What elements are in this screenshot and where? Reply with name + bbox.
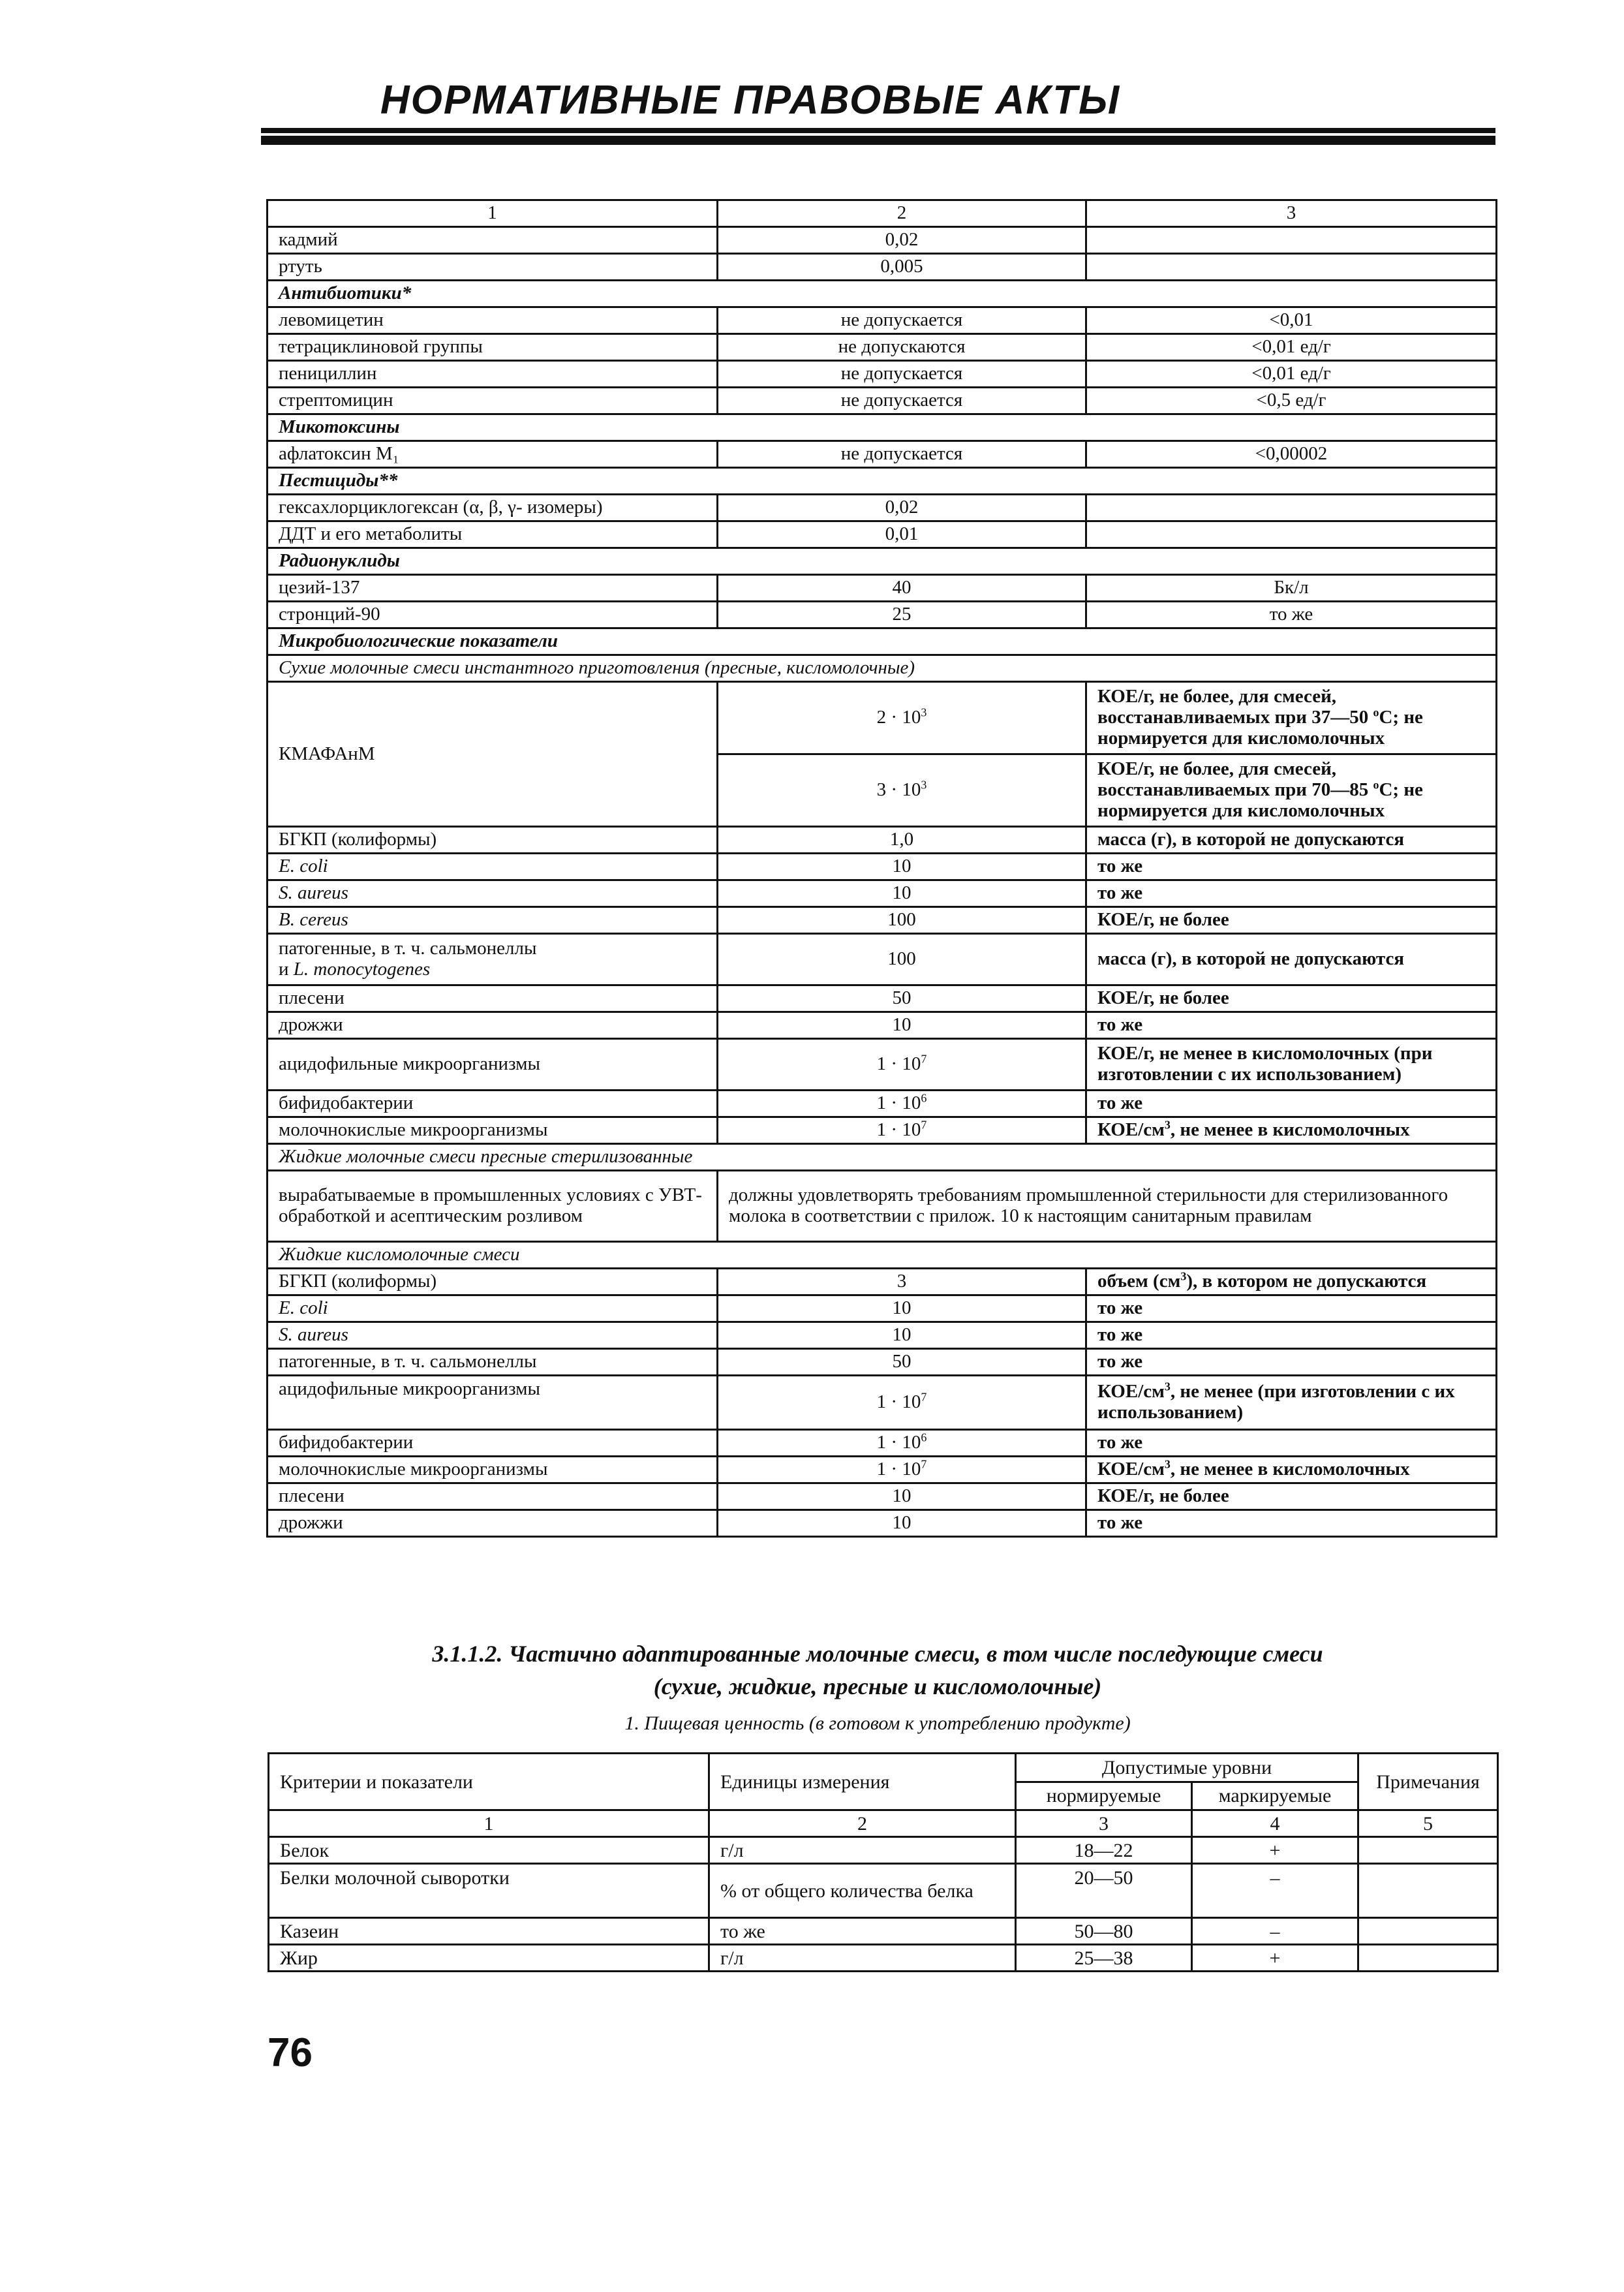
column-number: 3	[1086, 200, 1497, 227]
normed-cell: 25—38	[1016, 1945, 1192, 1972]
table-row	[268, 334, 1497, 361]
indicator-cell: цезий-137	[268, 575, 718, 602]
indicator-line	[279, 959, 706, 980]
table-row	[268, 227, 1497, 254]
table-row	[268, 827, 1497, 854]
column-number: 1	[268, 200, 718, 227]
indicator-text: L. monocytogenes	[293, 959, 431, 980]
value-exponent: 6	[921, 1091, 927, 1105]
column-number: 2	[718, 200, 1086, 227]
note-cell: КОЕ/г, не более	[1086, 985, 1497, 1012]
value-base: 3 · 10	[876, 779, 921, 801]
table-row	[269, 1864, 1498, 1918]
value-cell: 0,005	[718, 254, 1086, 281]
subsection-heading: Сухие молочные смеси инстантного приготовления (пресные, кисломолочные)	[268, 655, 1497, 682]
note-text: , не менее (при изготовлении с их использованием)	[1097, 1381, 1455, 1423]
table-row	[268, 495, 1497, 521]
header-cell: Примечания	[1358, 1754, 1498, 1810]
section-heading: Пестициды**	[268, 468, 1497, 495]
note-cell	[1086, 1457, 1497, 1483]
value-cell: 50	[718, 985, 1086, 1012]
table-row	[268, 1295, 1497, 1322]
indicator-cell: вырабатываемые в промышленных условиях с УВТ-обработкой и асептическим розливом	[268, 1171, 718, 1242]
indicator-cell: молочнокислые микроорганизмы	[268, 1457, 718, 1483]
value-cell	[718, 1039, 1086, 1091]
table-row	[268, 1091, 1497, 1117]
note-cell: Бк/л	[1086, 575, 1497, 602]
value-base: 2 · 10	[876, 707, 921, 728]
table-caption: 1. Пищевая ценность (в готовом к употреблению продукте)	[624, 1712, 1131, 1734]
indicator-cell: пенициллин	[268, 361, 718, 388]
value-cell	[718, 1430, 1086, 1457]
table-row	[269, 1945, 1498, 1972]
notes-cell	[1358, 1918, 1498, 1945]
table-row	[268, 1430, 1497, 1457]
nutrition-table	[268, 1752, 1499, 1972]
subsection-heading: Жидкие кисломолочные смеси	[268, 1242, 1497, 1269]
note-cell: КОЕ/г, не менее в кисломолочных (при изготовлении с их использованием)	[1086, 1039, 1497, 1091]
table-row	[269, 1810, 1498, 1837]
unit-exponent: 3	[1164, 1380, 1171, 1393]
note-cell	[1086, 1376, 1497, 1430]
table-row	[268, 602, 1497, 628]
table-row	[268, 441, 1497, 468]
note-text: , не менее в кисломолочных	[1170, 1459, 1410, 1480]
note-cell	[1086, 495, 1497, 521]
note-text: КОЕ/г, не более, для смесей, восстанавливаемых при 37—50	[1097, 686, 1373, 728]
value-base: 1 · 10	[876, 1432, 921, 1453]
marked-cell: +	[1192, 1945, 1358, 1972]
table-row	[268, 1117, 1497, 1144]
note-cell: то же	[1086, 1012, 1497, 1039]
value-cell	[718, 1117, 1086, 1144]
criteria-cell: Жир	[269, 1945, 709, 1972]
note-cell: масса (г), в которой не допускаются	[1086, 827, 1497, 854]
note-cell: то же	[1086, 854, 1497, 880]
normed-cell: 18—22	[1016, 1837, 1192, 1864]
unit-exponent: 3	[1180, 1269, 1187, 1283]
note-text: КОЕ/г, не более, для смесей, восстанавливаемых при 70—85	[1097, 758, 1373, 801]
indicator-cell: E. coli	[268, 1295, 718, 1322]
section-title-line: 3.1.1.2. Частично адаптированные молочные смеси, в том числе последующие смеси	[432, 1641, 1323, 1667]
indicator-cell: S. aureus	[268, 880, 718, 907]
hygiene-requirements-table	[266, 199, 1497, 1538]
section-heading: Радионуклиды	[268, 548, 1497, 575]
table-row	[268, 1242, 1497, 1269]
header-cell: Единицы измерения	[709, 1754, 1016, 1810]
value-cell: не допускается	[718, 441, 1086, 468]
column-number: 4	[1192, 1810, 1358, 1837]
table-row	[268, 548, 1497, 575]
note-text: КОЕ/см	[1097, 1381, 1165, 1402]
value-exponent: 3	[921, 778, 927, 792]
note-cell: <0,00002	[1086, 441, 1497, 468]
value-base: 1 · 10	[876, 1391, 921, 1413]
notes-cell	[1358, 1864, 1498, 1918]
value-exponent: 7	[921, 1118, 927, 1132]
note-cell: то же	[1086, 1091, 1497, 1117]
note-text: С; не нормируется для кисломолочных	[1097, 779, 1423, 821]
note-cell	[1086, 254, 1497, 281]
note-cell	[1086, 1117, 1497, 1144]
value-exponent: 7	[921, 1052, 927, 1066]
note-cell: масса (г), в которой не допускаются	[1086, 934, 1497, 985]
table-row	[268, 1171, 1497, 1242]
table-row	[268, 361, 1497, 388]
note-cell: <0,01 ед/г	[1086, 334, 1497, 361]
note-cell: то же	[1086, 1295, 1497, 1322]
table-row	[268, 985, 1497, 1012]
indicator-cell: бифидобактерии	[268, 1430, 718, 1457]
note-cell: <0,5 ед/г	[1086, 388, 1497, 414]
value-cell	[718, 1091, 1086, 1117]
value-cell: не допускается	[718, 307, 1086, 334]
note-cell	[1086, 227, 1497, 254]
indicator-cell: ртуть	[268, 254, 718, 281]
section-heading: Антибиотики*	[268, 281, 1497, 307]
table-row	[268, 1510, 1497, 1537]
note-cell	[1086, 521, 1497, 548]
note-cell: должны удовлетворять требованиям промышленной стерильности для стерилизованного молока в соответствии с прилож. 10 к настоящим санитарным правилам	[718, 1171, 1497, 1242]
table-row	[268, 1457, 1497, 1483]
table-row	[268, 414, 1497, 441]
table-row	[268, 1376, 1497, 1430]
table-row	[268, 388, 1497, 414]
value-cell: 100	[718, 934, 1086, 985]
indicator-cell: левомицетин	[268, 307, 718, 334]
indicator-cell: ацидофильные микроорганизмы	[268, 1039, 718, 1091]
header-rule-thin	[261, 128, 1495, 133]
marked-cell: +	[1192, 1837, 1358, 1864]
table-row	[268, 655, 1497, 682]
table-row	[269, 1837, 1498, 1864]
indicator-cell: стрептомицин	[268, 388, 718, 414]
table-row	[268, 307, 1497, 334]
value-base: 1 · 10	[876, 1119, 921, 1141]
value-exponent: 6	[921, 1431, 927, 1444]
notes-cell	[1358, 1945, 1498, 1972]
note-text: С; не нормируется для кисломолочных	[1097, 707, 1423, 749]
value-cell: не допускается	[718, 361, 1086, 388]
section-title	[326, 1638, 1429, 1703]
indicator-line: патогенные, в т. ч. сальмонеллы	[279, 938, 537, 959]
table-row	[268, 1483, 1497, 1510]
indicator-cell: патогенные, в т. ч. сальмонеллы	[268, 1349, 718, 1376]
criteria-cell: Белок	[269, 1837, 709, 1864]
header-cell: нормируемые	[1016, 1782, 1192, 1810]
indicator-cell: стронций-90	[268, 602, 718, 628]
table-row	[268, 1322, 1497, 1349]
header-cell: маркируемые	[1192, 1782, 1358, 1810]
value-base: 1 · 10	[876, 1459, 921, 1480]
value-cell: 25	[718, 602, 1086, 628]
value-cell: 10	[718, 880, 1086, 907]
table-row	[268, 628, 1497, 655]
table-row	[268, 854, 1497, 880]
value-cell: 100	[718, 907, 1086, 934]
value-cell	[718, 682, 1086, 754]
table-row	[268, 1039, 1497, 1091]
value-exponent: 7	[921, 1390, 927, 1404]
column-number: 2	[709, 1810, 1016, 1837]
indicator-cell: ацидофильные микроорганизмы	[268, 1376, 718, 1430]
column-number: 1	[269, 1810, 709, 1837]
table-row	[268, 575, 1497, 602]
table-row	[268, 1349, 1497, 1376]
indicator-cell: дрожжи	[268, 1510, 718, 1537]
value-cell: 40	[718, 575, 1086, 602]
value-cell: 0,01	[718, 521, 1086, 548]
note-cell: то же	[1086, 1510, 1497, 1537]
value-cell: 10	[718, 1295, 1086, 1322]
table-row	[268, 1269, 1497, 1295]
table-row	[268, 254, 1497, 281]
indicator-cell: B. cereus	[268, 907, 718, 934]
indicator-cell: гексахлорциклогексан (α, β, γ- изомеры)	[268, 495, 718, 521]
indicator-cell: E. coli	[268, 854, 718, 880]
indicator-cell: кадмий	[268, 227, 718, 254]
table-row	[268, 521, 1497, 548]
normed-cell: 50—80	[1016, 1918, 1192, 1945]
header-cell: Допустимые уровни	[1016, 1754, 1358, 1782]
indicator-cell: КМАФАнМ	[268, 682, 718, 827]
value-cell	[718, 754, 1086, 827]
value-cell: 0,02	[718, 227, 1086, 254]
indicator-cell: дрожжи	[268, 1012, 718, 1039]
value-cell: 1,0	[718, 827, 1086, 854]
units-cell: г/л	[709, 1945, 1016, 1972]
marked-cell: –	[1192, 1918, 1358, 1945]
indicator-cell: плесени	[268, 985, 718, 1012]
indicator-cell: тетрациклиновой группы	[268, 334, 718, 361]
value-exponent: 3	[921, 705, 927, 719]
value-cell: 50	[718, 1349, 1086, 1376]
indicator-cell: бифидобактерии	[268, 1091, 718, 1117]
page-number: 76	[268, 2030, 313, 2075]
note-cell: то же	[1086, 1430, 1497, 1457]
criteria-cell: Белки молочной сыворотки	[269, 1864, 709, 1918]
normed-cell: 20—50	[1016, 1864, 1192, 1918]
note-cell: то же	[1086, 1349, 1497, 1376]
value-base: 1 · 10	[876, 1053, 921, 1075]
units-cell: % от общего количества белка	[709, 1864, 1016, 1918]
table-row	[268, 200, 1497, 227]
value-cell: 10	[718, 854, 1086, 880]
units-cell: то же	[709, 1918, 1016, 1945]
indicator-cell: БГКП (колиформы)	[268, 827, 718, 854]
section-heading: Микотоксины	[268, 414, 1497, 441]
note-cell: то же	[1086, 1322, 1497, 1349]
value-cell	[718, 1376, 1086, 1430]
table-row	[268, 934, 1497, 985]
table-header-row	[269, 1754, 1498, 1782]
note-cell: то же	[1086, 602, 1497, 628]
table-row	[268, 907, 1497, 934]
table-row	[268, 1144, 1497, 1171]
notes-cell	[1358, 1837, 1498, 1864]
indicator-cell: плесени	[268, 1483, 718, 1510]
value-cell	[718, 1457, 1086, 1483]
unit-exponent: 3	[1164, 1118, 1171, 1132]
note-cell	[1086, 754, 1497, 827]
note-text: КОЕ/см	[1097, 1119, 1165, 1141]
note-text: объем (см	[1097, 1271, 1181, 1292]
note-cell: <0,01 ед/г	[1086, 361, 1497, 388]
note-text: ), в котором не допускаются	[1186, 1271, 1427, 1292]
value-cell: 10	[718, 1012, 1086, 1039]
table-row	[268, 880, 1497, 907]
indicator-text: и	[279, 959, 294, 980]
page-header-title: НОРМАТИВНЫЕ ПРАВОВЫЕ АКТЫ	[380, 78, 1121, 123]
header-rule-thick	[261, 136, 1495, 145]
unit-exponent: 3	[1164, 1457, 1171, 1471]
column-number: 5	[1358, 1810, 1498, 1837]
indicator-cell: молочнокислые микроорганизмы	[268, 1117, 718, 1144]
column-number: 3	[1016, 1810, 1192, 1837]
marked-cell: –	[1192, 1864, 1358, 1918]
criteria-cell: Казеин	[269, 1918, 709, 1945]
section-heading: Микробиологические показатели	[268, 628, 1497, 655]
note-cell	[1086, 682, 1497, 754]
value-cell: 3	[718, 1269, 1086, 1295]
indicator-cell: ДДТ и его метаболиты	[268, 521, 718, 548]
value-exponent: 7	[921, 1457, 927, 1471]
table-row	[269, 1918, 1498, 1945]
table-row	[268, 682, 1497, 754]
indicator-cell	[268, 934, 718, 985]
table-row	[268, 468, 1497, 495]
value-base: 1 · 10	[876, 1092, 921, 1114]
indicator-cell: афлатоксин M₁	[268, 441, 718, 468]
indicator-cell: S. aureus	[268, 1322, 718, 1349]
value-cell: 10	[718, 1483, 1086, 1510]
section-title-line: (сухие, жидкие, пресные и кисломолочные)	[653, 1673, 1102, 1699]
value-cell: не допускается	[718, 388, 1086, 414]
note-cell: то же	[1086, 880, 1497, 907]
subsection-heading: Жидкие молочные смеси пресные стерилизованные	[268, 1144, 1497, 1171]
value-cell: 10	[718, 1322, 1086, 1349]
note-cell: <0,01	[1086, 307, 1497, 334]
value-cell: не допускаются	[718, 334, 1086, 361]
note-text: КОЕ/см	[1097, 1459, 1165, 1480]
note-cell: КОЕ/г, не более	[1086, 907, 1497, 934]
indicator-cell: БГКП (колиформы)	[268, 1269, 718, 1295]
header-cell: Критерии и показатели	[269, 1754, 709, 1810]
value-cell: 0,02	[718, 495, 1086, 521]
table-row	[268, 281, 1497, 307]
units-cell: г/л	[709, 1837, 1016, 1864]
note-cell	[1086, 1269, 1497, 1295]
degree-mark: о	[1373, 778, 1379, 792]
degree-mark: о	[1373, 705, 1379, 719]
note-cell: КОЕ/г, не более	[1086, 1483, 1497, 1510]
table-row	[268, 1012, 1497, 1039]
value-cell: 10	[718, 1510, 1086, 1537]
note-text: , не менее в кисломолочных	[1170, 1119, 1410, 1141]
